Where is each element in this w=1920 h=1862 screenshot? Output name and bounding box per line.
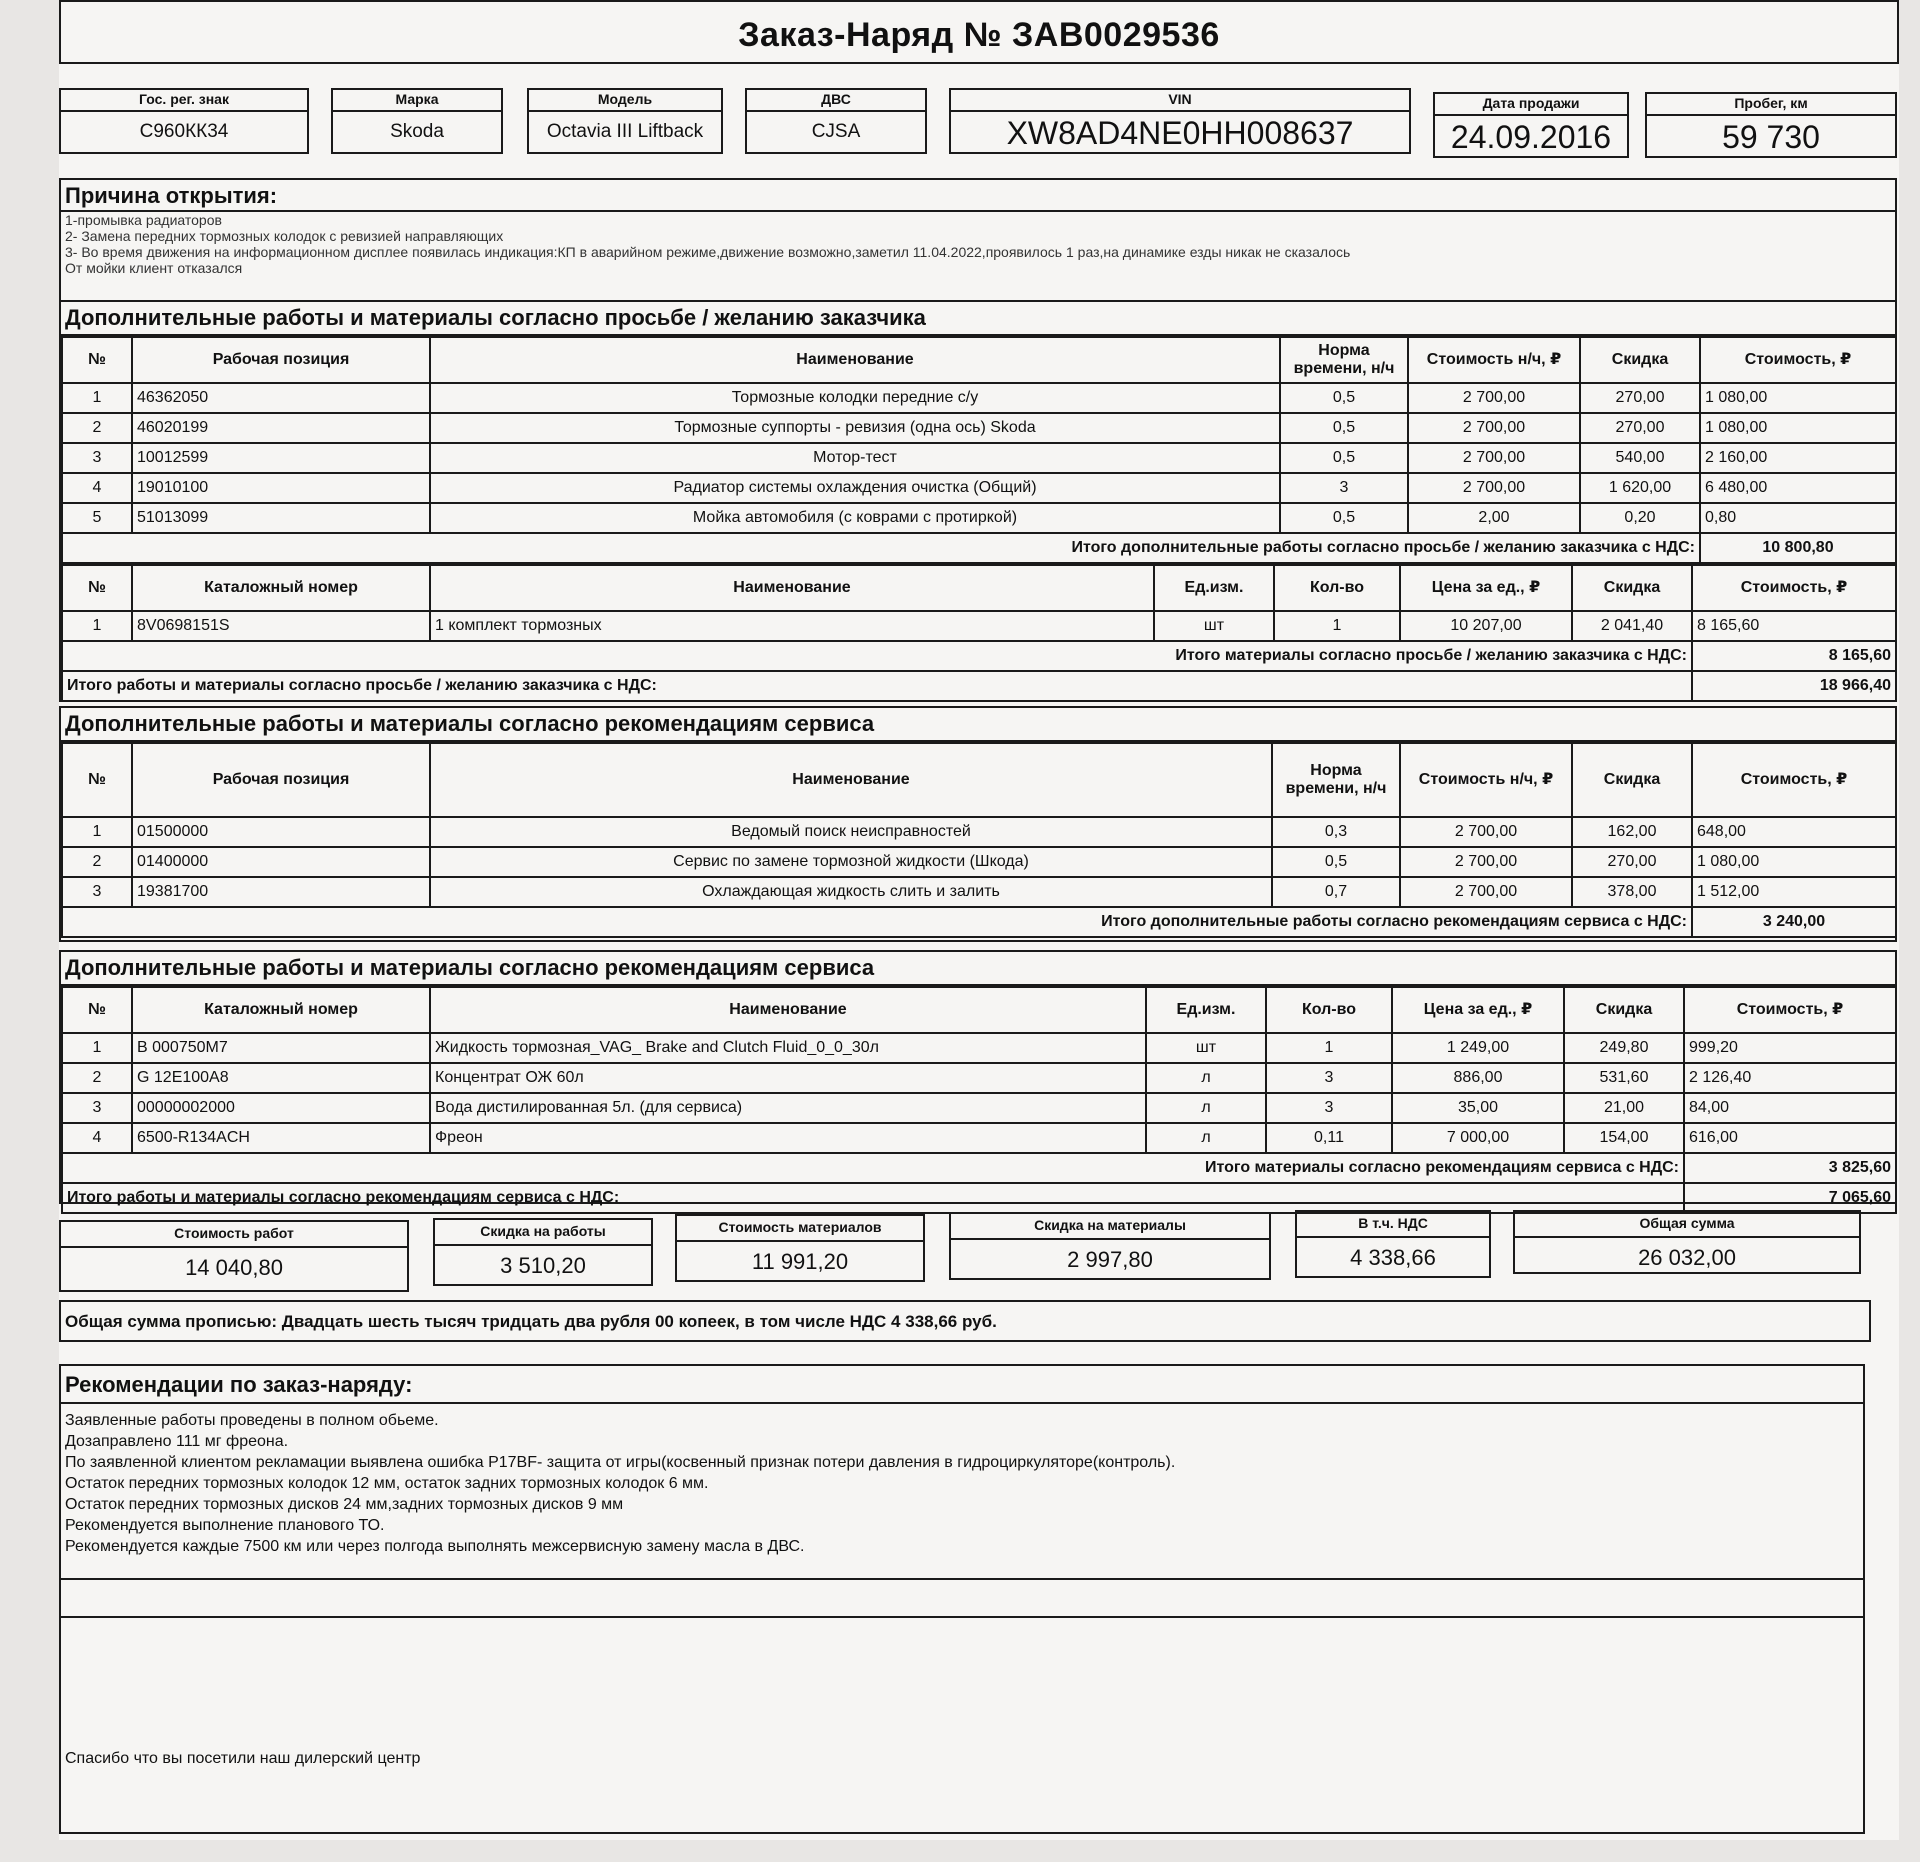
cell: 2 xyxy=(62,1063,132,1093)
section-title: Дополнительные работы и материалы согласно рекомендациям сервиса xyxy=(61,952,1895,986)
cell: 2 041,40 xyxy=(1572,611,1692,641)
summary-vat xyxy=(1295,1210,1491,1278)
recommendation-line: Рекомендуется каждые 7500 км или через полгода выполнять межсервисную замену масла в ДВС. xyxy=(65,1538,805,1555)
work-total-value: 3 240,00 xyxy=(1692,907,1896,937)
recommendation-line: Остаток передних тормозных дисков 24 мм,задних тормозных дисков 9 мм xyxy=(65,1496,624,1513)
summary-label: Скидка на материалы xyxy=(951,1214,1269,1240)
cell: 7 000,00 xyxy=(1392,1123,1564,1153)
col-header: Наименование xyxy=(430,743,1272,817)
summary-work-discount xyxy=(433,1218,653,1286)
table-header-row xyxy=(62,337,1896,383)
col-header: Ед.изм. xyxy=(1154,565,1274,611)
cell: л xyxy=(1146,1123,1266,1153)
table-header-row xyxy=(62,565,1896,611)
cell: 2 xyxy=(62,413,132,443)
cell: 1 620,00 xyxy=(1580,473,1700,503)
mat-total-value: 8 165,60 xyxy=(1692,641,1896,671)
col-header: Стоимость, ₽ xyxy=(1692,565,1896,611)
reason-line: 1-промывка радиаторов xyxy=(65,212,222,228)
cell: л xyxy=(1146,1063,1266,1093)
col-header: Скидка xyxy=(1564,987,1684,1033)
col-header: Рабочая позиция xyxy=(132,743,430,817)
summary-value: 3 510,20 xyxy=(500,1253,586,1278)
cell: 1 xyxy=(62,383,132,413)
cell: 0,3 xyxy=(1272,817,1400,847)
recommendations-title: Рекомендации по заказ-наряду: xyxy=(61,1366,1863,1404)
document-title: Заказ-Наряд № ЗАВ0029536 xyxy=(738,16,1220,54)
summary-value: 11 991,20 xyxy=(751,1249,849,1274)
grand-total-value: 7 065,60 xyxy=(1684,1183,1896,1213)
col-header: № xyxy=(62,337,132,383)
cell: 1 080,00 xyxy=(1692,847,1896,877)
cell: 4 xyxy=(62,473,132,503)
cell: 3 xyxy=(1266,1093,1392,1123)
col-header: Каталожный номер xyxy=(132,987,430,1033)
cell: 84,00 xyxy=(1684,1093,1896,1123)
field-mileage xyxy=(1645,92,1897,158)
section-service-works xyxy=(59,706,1897,942)
field-label: Пробег, км xyxy=(1647,94,1895,116)
table-row xyxy=(62,443,1896,473)
cell: Тормозные суппорты - ревизия (одна ось) Skoda xyxy=(430,413,1280,443)
cell: Радиатор системы охлаждения очистка (Общий) xyxy=(430,473,1280,503)
cell: 154,00 xyxy=(1564,1123,1684,1153)
field-label: ДВС xyxy=(747,90,925,112)
recommendation-line: Заявленные работы проведены в полном обьеме. xyxy=(65,1412,439,1429)
cell: 1 xyxy=(62,817,132,847)
cell: 270,00 xyxy=(1572,847,1692,877)
summary-value: 26 032,00 xyxy=(1638,1245,1736,1270)
cell: 0,5 xyxy=(1280,383,1408,413)
cell: 3 xyxy=(1266,1063,1392,1093)
summary-value: 14 040,80 xyxy=(185,1255,283,1280)
col-header: Скидка xyxy=(1580,337,1700,383)
section-service-materials xyxy=(59,950,1897,1204)
cell: 0,5 xyxy=(1280,443,1408,473)
cell: 0,5 xyxy=(1272,847,1400,877)
col-header: Стоимость н/ч, ₽ xyxy=(1400,743,1572,817)
field-label: Модель xyxy=(529,90,721,112)
cell: Фреон xyxy=(430,1123,1146,1153)
table-row xyxy=(62,1093,1896,1123)
summary-label: Стоимость материалов xyxy=(677,1216,923,1242)
cell: 270,00 xyxy=(1580,383,1700,413)
summary-strip xyxy=(59,1210,1897,1296)
recommendations-list xyxy=(61,1404,1863,1557)
reason-line: 2- Замена передних тормозных колодок с ревизией направляющих xyxy=(65,228,504,244)
work-total-value: 10 800,80 xyxy=(1700,533,1896,563)
col-header: Стоимость н/ч, ₽ xyxy=(1408,337,1580,383)
table-header-row xyxy=(62,743,1896,817)
col-header: № xyxy=(62,743,132,817)
grand-total-row xyxy=(62,671,1896,701)
field-label: Гос. рег. знак xyxy=(61,90,307,112)
cell: 21,00 xyxy=(1564,1093,1684,1123)
cell: 1 xyxy=(62,611,132,641)
title-box xyxy=(59,0,1899,64)
table-row xyxy=(62,817,1896,847)
customer-works-table xyxy=(61,336,1897,564)
cell: Ведомый поиск неисправностей xyxy=(430,817,1272,847)
service-materials-table xyxy=(61,986,1897,1214)
table-header-row xyxy=(62,987,1896,1033)
cell: 1 080,00 xyxy=(1700,383,1896,413)
cell: 162,00 xyxy=(1572,817,1692,847)
cell: 8V0698151S xyxy=(132,611,430,641)
cell: 1 xyxy=(1274,611,1400,641)
col-header: № xyxy=(62,565,132,611)
recommendation-line: Рекомендуется выполнение планового ТО. xyxy=(65,1517,385,1534)
reason-lines xyxy=(61,212,1895,276)
reason-title: Причина открытия: xyxy=(61,180,1895,212)
col-header: Норма времени, н/ч xyxy=(1272,743,1400,817)
recommendation-line: По заявленной клиентом рекламации выявлена ошибка Р17BF- защита от игры(косвенный признак потери давления в гидроциркуляторе(контроль). xyxy=(65,1454,1176,1471)
grand-total-value: 18 966,40 xyxy=(1692,671,1896,701)
cell: 1 512,00 xyxy=(1692,877,1896,907)
col-header: Стоимость, ₽ xyxy=(1684,987,1896,1033)
grand-total-label: Итого работы и материалы согласно просьбе / желанию заказчика с НДС: xyxy=(62,671,1692,701)
table-row xyxy=(62,1033,1896,1063)
grand-total-row xyxy=(62,1183,1896,1213)
col-header: Цена за ед., ₽ xyxy=(1392,987,1564,1033)
cell: 616,00 xyxy=(1684,1123,1896,1153)
recommendations-section xyxy=(59,1364,1865,1834)
sum-in-words: Общая сумма прописью: Двадцать шесть тысяч тридцать два рубля 00 копеек, в том числе НДС 4 338,66 руб. xyxy=(65,1312,997,1331)
cell: 3 xyxy=(1280,473,1408,503)
cell: 1 080,00 xyxy=(1700,413,1896,443)
reason-line: От мойки клиент отказался xyxy=(65,260,243,276)
mat-total-label: Итого материалы согласно просьбе / желанию заказчика с НДС: xyxy=(62,641,1692,671)
cell: 8 165,60 xyxy=(1692,611,1896,641)
section-title: Дополнительные работы и материалы согласно просьбе / желанию заказчика xyxy=(61,302,1895,336)
mat-total-label: Итого материалы согласно рекомендациям сервиса с НДС: xyxy=(62,1153,1684,1183)
cell: 1 249,00 xyxy=(1392,1033,1564,1063)
col-header: Каталожный номер xyxy=(132,565,430,611)
thanks-note: Спасибо что вы посетили наш дилерский центр xyxy=(65,1750,421,1767)
cell: 2 700,00 xyxy=(1408,413,1580,443)
col-header: Наименование xyxy=(430,337,1280,383)
col-header: Стоимость, ₽ xyxy=(1700,337,1896,383)
cell: 999,20 xyxy=(1684,1033,1896,1063)
col-header: Скидка xyxy=(1572,565,1692,611)
cell: 0,20 xyxy=(1580,503,1700,533)
section-title: Дополнительные работы и материалы согласно рекомендациям сервиса xyxy=(61,708,1895,742)
summary-material-cost xyxy=(675,1214,925,1282)
cell: 19010100 xyxy=(132,473,430,503)
cell: 51013099 xyxy=(132,503,430,533)
summary-work-cost xyxy=(59,1220,409,1292)
field-model xyxy=(527,88,723,154)
mat-total-row xyxy=(62,641,1896,671)
cell: G 12E100A8 xyxy=(132,1063,430,1093)
col-header: Стоимость, ₽ xyxy=(1692,743,1896,817)
section-customer-request xyxy=(59,302,1897,702)
cell: Охлаждающая жидкость слить и залить xyxy=(430,877,1272,907)
grand-total-label: Итого работы и материалы согласно рекомендациям сервиса с НДС: xyxy=(62,1183,1684,1213)
field-value: Skoda xyxy=(390,121,444,142)
cell: 0,7 xyxy=(1272,877,1400,907)
cell: 648,00 xyxy=(1692,817,1896,847)
table-row xyxy=(62,383,1896,413)
table-row xyxy=(62,473,1896,503)
col-header: Наименование xyxy=(430,987,1146,1033)
table-row xyxy=(62,413,1896,443)
field-label: Марка xyxy=(333,90,501,112)
summary-value: 2 997,80 xyxy=(1067,1247,1153,1272)
divider xyxy=(61,1616,1863,1618)
field-engine xyxy=(745,88,927,154)
cell: шт xyxy=(1146,1033,1266,1063)
col-header: Норма времени, н/ч xyxy=(1280,337,1408,383)
recommendation-line: Остаток передних тормозных колодок 12 мм, остаток задних тормозных колодок 6 мм. xyxy=(65,1475,709,1492)
cell: 3 xyxy=(62,877,132,907)
cell: Мойка автомобиля (с коврами с протиркой) xyxy=(430,503,1280,533)
cell: 6 480,00 xyxy=(1700,473,1896,503)
cell: 1 комплект тормозных xyxy=(430,611,1154,641)
table-row xyxy=(62,1063,1896,1093)
service-works-table xyxy=(61,742,1897,938)
col-header: Скидка xyxy=(1572,743,1692,817)
cell: л xyxy=(1146,1093,1266,1123)
summary-label: Стоимость работ xyxy=(61,1222,407,1248)
field-value: С960КК34 xyxy=(139,121,229,142)
summary-value: 4 338,66 xyxy=(1350,1245,1436,1270)
table-row xyxy=(62,611,1896,641)
cell: 4 xyxy=(62,1123,132,1153)
cell: 531,60 xyxy=(1564,1063,1684,1093)
cell: 540,00 xyxy=(1580,443,1700,473)
cell: 3 xyxy=(62,1093,132,1123)
cell: Жидкость тормозная_VAG_ Brake and Clutch Fluid_0_0_30л xyxy=(430,1033,1146,1063)
cell: Концентрат ОЖ 60л xyxy=(430,1063,1146,1093)
reason-section xyxy=(59,178,1897,302)
col-header: Ед.изм. xyxy=(1146,987,1266,1033)
cell: 35,00 xyxy=(1392,1093,1564,1123)
col-header: Рабочая позиция xyxy=(132,337,430,383)
cell: 0,11 xyxy=(1266,1123,1392,1153)
summary-label: В т.ч. НДС xyxy=(1297,1212,1489,1238)
field-sale-date xyxy=(1433,92,1629,158)
cell: 1 xyxy=(1266,1033,1392,1063)
col-header: Кол-во xyxy=(1266,987,1392,1033)
cell: 378,00 xyxy=(1572,877,1692,907)
cell: 2 700,00 xyxy=(1408,383,1580,413)
cell: 10 207,00 xyxy=(1400,611,1572,641)
field-vin xyxy=(949,88,1411,154)
cell: 249,80 xyxy=(1564,1033,1684,1063)
cell: 19381700 xyxy=(132,877,430,907)
cell: B 000750M7 xyxy=(132,1033,430,1063)
col-header: Кол-во xyxy=(1274,565,1400,611)
cell: 0,5 xyxy=(1280,503,1408,533)
cell: 3 xyxy=(62,443,132,473)
cell: Сервис по замене тормозной жидкости (Шкода) xyxy=(430,847,1272,877)
cell: шт xyxy=(1154,611,1274,641)
reason-line: 3- Во время движения на информационном дисплее появилась индикация:КП в аварийном режиме,движение возможно,заметил 11.04.2022,проявилось 1 раз,на динамике езды никак не сказалось xyxy=(65,244,1351,260)
sum-in-words-box xyxy=(59,1300,1871,1342)
field-label: Дата продажи xyxy=(1435,94,1627,116)
field-value: XW8AD4NE0HH008637 xyxy=(1006,115,1354,151)
cell: 1 xyxy=(62,1033,132,1063)
divider xyxy=(61,1578,1863,1580)
col-header: Цена за ед., ₽ xyxy=(1400,565,1572,611)
field-label: VIN xyxy=(951,90,1409,112)
col-header: № xyxy=(62,987,132,1033)
work-order-document xyxy=(59,0,1899,1840)
customer-materials-table xyxy=(61,564,1897,702)
summary-total xyxy=(1513,1210,1861,1274)
cell: 00000002000 xyxy=(132,1093,430,1123)
cell: Тормозные колодки передние с/у xyxy=(430,383,1280,413)
summary-label: Общая сумма xyxy=(1515,1212,1859,1238)
cell: 270,00 xyxy=(1580,413,1700,443)
cell: 46020199 xyxy=(132,413,430,443)
cell: 2 700,00 xyxy=(1400,847,1572,877)
table-row xyxy=(62,503,1896,533)
col-header: Наименование xyxy=(430,565,1154,611)
cell: Вода дистилированная 5л. (для сервиса) xyxy=(430,1093,1146,1123)
cell: 0,5 xyxy=(1280,413,1408,443)
work-total-row xyxy=(62,533,1896,563)
cell: 2 700,00 xyxy=(1400,817,1572,847)
cell: 2 700,00 xyxy=(1400,877,1572,907)
cell: 46362050 xyxy=(132,383,430,413)
cell: 886,00 xyxy=(1392,1063,1564,1093)
summary-material-discount xyxy=(949,1212,1271,1280)
table-row xyxy=(62,1123,1896,1153)
cell: 2 160,00 xyxy=(1700,443,1896,473)
cell: 01400000 xyxy=(132,847,430,877)
field-make xyxy=(331,88,503,154)
cell: 10012599 xyxy=(132,443,430,473)
cell: 6500-R134ACH xyxy=(132,1123,430,1153)
cell: 5 xyxy=(62,503,132,533)
work-total-row xyxy=(62,907,1896,937)
work-total-label: Итого дополнительные работы согласно просьбе / желанию заказчика с НДС: xyxy=(62,533,1700,563)
work-total-label: Итого дополнительные работы согласно рекомендациям сервиса с НДС: xyxy=(62,907,1692,937)
mat-total-row xyxy=(62,1153,1896,1183)
summary-label: Скидка на работы xyxy=(435,1220,651,1246)
table-row xyxy=(62,877,1896,907)
cell: 01500000 xyxy=(132,817,430,847)
cell: 2,00 xyxy=(1408,503,1580,533)
field-plate xyxy=(59,88,309,154)
cell: 2 xyxy=(62,847,132,877)
field-value: 24.09.2016 xyxy=(1450,119,1612,155)
mat-total-value: 3 825,60 xyxy=(1684,1153,1896,1183)
cell: 2 700,00 xyxy=(1408,443,1580,473)
field-value: CJSA xyxy=(811,121,861,142)
recommendation-line: Дозаправлено 111 мг фреона. xyxy=(65,1433,289,1450)
cell: Мотор-тест xyxy=(430,443,1280,473)
field-value: Octavia III Liftback xyxy=(546,121,704,142)
cell: 2 126,40 xyxy=(1684,1063,1896,1093)
table-row xyxy=(62,847,1896,877)
cell: 0,80 xyxy=(1700,503,1896,533)
cell: 2 700,00 xyxy=(1408,473,1580,503)
field-value: 59 730 xyxy=(1722,119,1820,155)
